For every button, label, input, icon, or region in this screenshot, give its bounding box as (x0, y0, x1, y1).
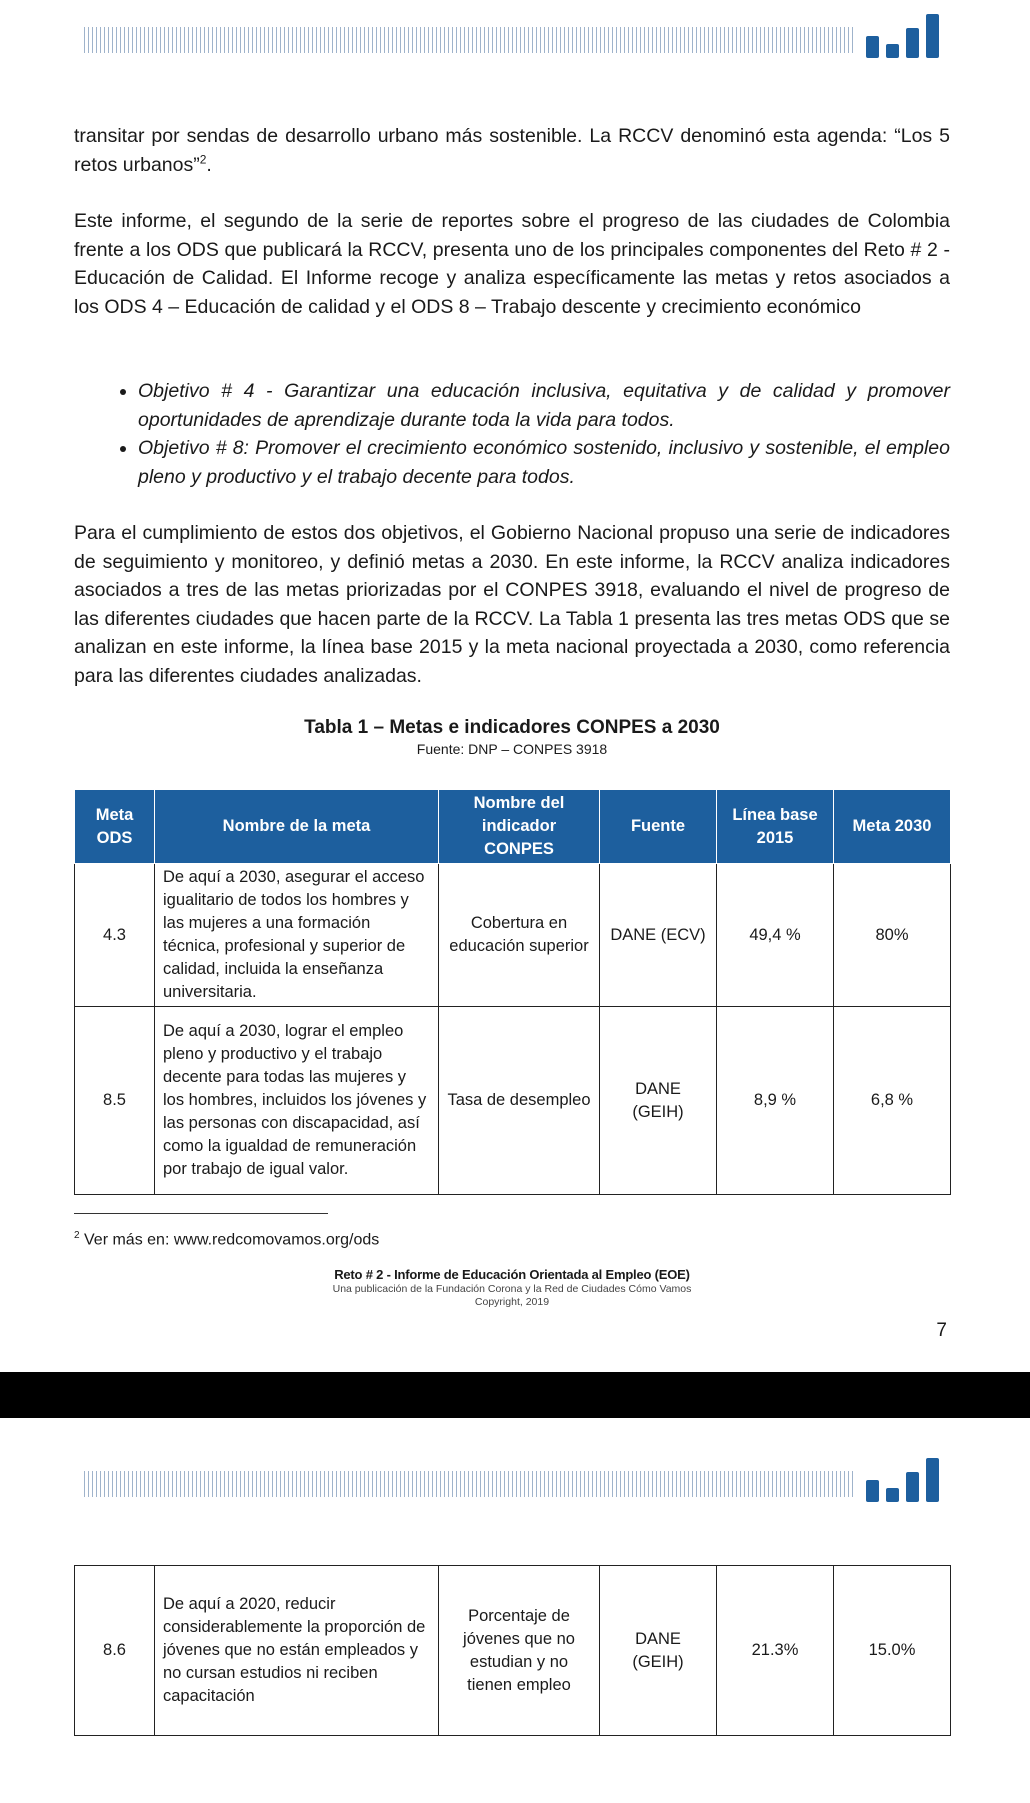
cell-target: 6,8 % (834, 1007, 951, 1195)
objectives-list (74, 377, 950, 491)
cell-indicator: Cobertura en educación superior (439, 864, 600, 1007)
cell-baseline: 21.3% (717, 1566, 834, 1736)
cell-meta: 4.3 (75, 864, 155, 1007)
metas-table (74, 789, 951, 1195)
metas-table-continued (74, 1565, 951, 1736)
footer-title: Reto # 2 - Informe de Educación Orientada al Empleo (EOE) (334, 1267, 690, 1282)
cell-baseline: 8,9 % (717, 1007, 834, 1195)
cell-source: DANE (GEIH) (600, 1007, 717, 1195)
cell-meta: 8.5 (75, 1007, 155, 1195)
footer-copyright: Copyright, 2019 (474, 1296, 550, 1308)
paragraph-report-description: Este informe, el segundo de la serie de reportes sobre el progreso de las ciudades de Colombia frente a los ODS que publicará la RCCV, presenta uno de los principales componentes del Reto # 2 - Educación de Calidad. El Informe recoge y analiza específicamente las metas y retos asociados a los ODS 4 – Educación de calidad y el ODS 8 – Trabajo descente y crecimiento económico (74, 210, 950, 318)
col-header: Fuente (600, 790, 717, 864)
footnote: $^2$ Ver más en: www.redcomovamos.org/ods (74, 1230, 380, 1249)
cell-baseline: 49,4 % (717, 864, 834, 1007)
header-stripes (84, 1471, 854, 1497)
table-title: Tabla 1 – Metas e indicadores CONPES a 2030 (304, 717, 720, 738)
table-row (75, 1566, 951, 1736)
page-footer (74, 1266, 950, 1309)
paragraph-intro: transitar por sendas de desarrollo urbano más sostenible. La RCCV denominó esta agenda: “Los 5 retos urbanos”$^2$. (74, 125, 950, 176)
page-number: 7 (936, 1320, 947, 1341)
col-header: Nombre de la meta (155, 790, 439, 864)
cell-meta-name: De aquí a 2020, reducir considerablemente la proporción de jóvenes que no están empleados y no cursan estudios ni reciben capacitación (155, 1566, 439, 1736)
col-header: Meta ODS (75, 790, 155, 864)
table-header-row (75, 790, 951, 864)
header-stripes (84, 27, 854, 53)
signal-bars-logo-icon (866, 14, 940, 58)
cell-target: 80% (834, 864, 951, 1007)
cell-meta: 8.6 (75, 1566, 155, 1736)
cell-indicator: Porcentaje de jóvenes que no estudian y no tienen empleo (439, 1566, 600, 1736)
table-caption (74, 716, 950, 758)
page-separator (0, 1372, 1030, 1418)
document-page-8 (0, 1418, 1030, 1803)
col-header: Nombre del indicador CONPES (439, 790, 600, 864)
table-row (75, 1007, 951, 1195)
cell-target: 15.0% (834, 1566, 951, 1736)
footnote-ref: 2 (199, 152, 207, 166)
col-header: Línea base 2015 (717, 790, 834, 864)
page-header-decoration (84, 14, 940, 58)
paragraph-indicators: Para el cumplimiento de estos dos objetivos, el Gobierno Nacional propuso una serie de indicadores de seguimiento y monitoreo, y definió metas a 2030. En este informe, la RCCV analiza indicadores asociados a tres de las metas priorizadas por el CONPES 3918, evaluando el nivel de progreso de las diferentes ciudades que hacen parte de la RCCV. La Tabla 1 presenta las tres metas ODS que se analizan en este informe, la línea base 2015 y la meta nacional proyectada a 2030, como referencia para las diferentes ciudades analizadas. (74, 522, 950, 687)
col-header: Meta 2030 (834, 790, 951, 864)
cell-meta-name: De aquí a 2030, asegurar el acceso igualitario de todos los hombres y las mujeres a una formación técnica, profesional y superior de calidad, incluida la enseñanza universitaria. (155, 864, 439, 1007)
cell-indicator: Tasa de desempleo (439, 1007, 600, 1195)
objective-item: • Objetivo # 8: Promover el crecimiento económico sostenido, inclusivo y sostenible, el empleo pleno y productivo y el trabajo decente para todos. (138, 434, 950, 491)
table-source: Fuente: DNP – CONPES 3918 (416, 741, 608, 757)
cell-source: DANE (GEIH) (600, 1566, 717, 1736)
objective-item: • Objetivo # 4 - Garantizar una educación inclusiva, equitativa y de calidad y promover oportunidades de aprendizaje durante toda la vida para todos. (138, 377, 950, 434)
table-row (75, 864, 951, 1007)
footnote-divider (74, 1213, 328, 1214)
cell-meta-name: De aquí a 2030, lograr el empleo pleno y productivo y el trabajo decente para todas las mujeres y los hombres, incluidos los jóvenes y las personas con discapacidad, así como la igualdad de remuneración por trabajo de igual valor. (155, 1007, 439, 1195)
page-header-decoration (84, 1458, 940, 1502)
cell-source: DANE (ECV) (600, 864, 717, 1007)
signal-bars-logo-icon (866, 1458, 940, 1502)
footer-subtitle: Una publicación de la Fundación Corona y la Red de Ciudades Cómo Vamos (332, 1283, 692, 1295)
